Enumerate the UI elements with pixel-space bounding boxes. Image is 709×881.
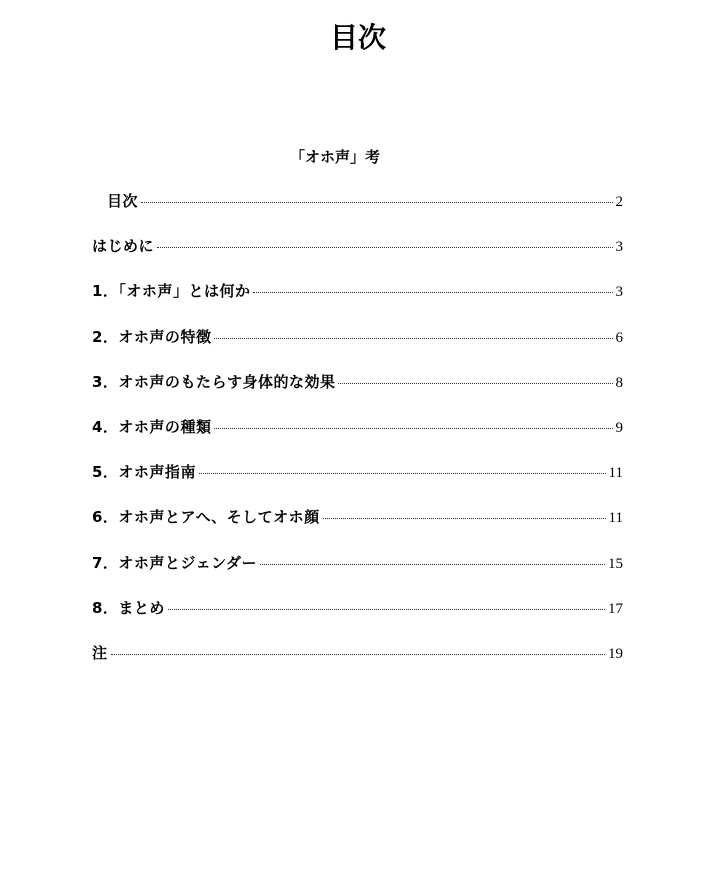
toc-entry-label: 3．オホ声のもたらす身体的な効果 bbox=[92, 372, 336, 391]
toc-entry[interactable] bbox=[92, 461, 623, 506]
dot-leader bbox=[168, 609, 605, 610]
toc-page-number: 2 bbox=[615, 194, 623, 210]
toc-entry-label: 注 bbox=[92, 643, 108, 662]
dot-leader bbox=[214, 428, 612, 429]
toc-entry-label: 2．オホ声の特徴 bbox=[92, 327, 212, 346]
dot-leader bbox=[338, 383, 612, 384]
toc-entry[interactable] bbox=[92, 326, 623, 371]
dot-leader bbox=[157, 247, 612, 248]
toc-page-number: 8 bbox=[615, 374, 623, 391]
table-of-contents bbox=[92, 190, 623, 687]
toc-page-number: 9 bbox=[615, 419, 623, 436]
toc-page-number: 11 bbox=[608, 465, 623, 482]
toc-entry[interactable] bbox=[92, 371, 623, 416]
dot-leader bbox=[323, 518, 606, 519]
toc-entry[interactable] bbox=[92, 190, 623, 235]
toc-entry[interactable] bbox=[92, 506, 623, 551]
dot-leader bbox=[260, 564, 605, 565]
toc-entry-label: 5．オホ声指南 bbox=[92, 463, 196, 482]
toc-page-number: 3 bbox=[615, 239, 623, 256]
toc-entry-label: 8．まとめ bbox=[92, 598, 165, 617]
toc-page-number: 3 bbox=[615, 284, 623, 301]
dot-leader bbox=[214, 338, 612, 339]
toc-entry-label: 7．オホ声とジェンダー bbox=[92, 553, 258, 572]
dot-leader bbox=[253, 292, 612, 293]
toc-entry-label: 6．オホ声とアへ、そしてオホ顔 bbox=[92, 508, 320, 527]
toc-page-number: 11 bbox=[608, 510, 623, 527]
document-subtitle: 「オホ声」考 bbox=[289, 148, 380, 166]
dot-leader bbox=[199, 473, 606, 474]
toc-entry[interactable] bbox=[92, 552, 623, 597]
toc-entry-label: 目次 bbox=[107, 192, 139, 210]
toc-entry-label: はじめに bbox=[92, 237, 155, 256]
toc-page-number: 19 bbox=[608, 645, 623, 662]
toc-entry-label: 4．オホ声の種類 bbox=[92, 417, 212, 436]
toc-entry[interactable] bbox=[92, 280, 623, 325]
toc-entry[interactable] bbox=[92, 642, 623, 687]
dot-leader bbox=[111, 654, 605, 655]
toc-page-number: 6 bbox=[615, 329, 623, 346]
toc-entry[interactable] bbox=[92, 235, 623, 280]
page-title: 目次 bbox=[329, 21, 386, 54]
toc-entry[interactable] bbox=[92, 416, 623, 461]
toc-page-number: 15 bbox=[608, 555, 623, 572]
toc-page-number: 17 bbox=[608, 600, 623, 617]
toc-entry-label: 1．「オホ声」とは何か bbox=[92, 282, 251, 301]
dot-leader bbox=[141, 202, 612, 203]
toc-entry[interactable] bbox=[92, 597, 623, 642]
